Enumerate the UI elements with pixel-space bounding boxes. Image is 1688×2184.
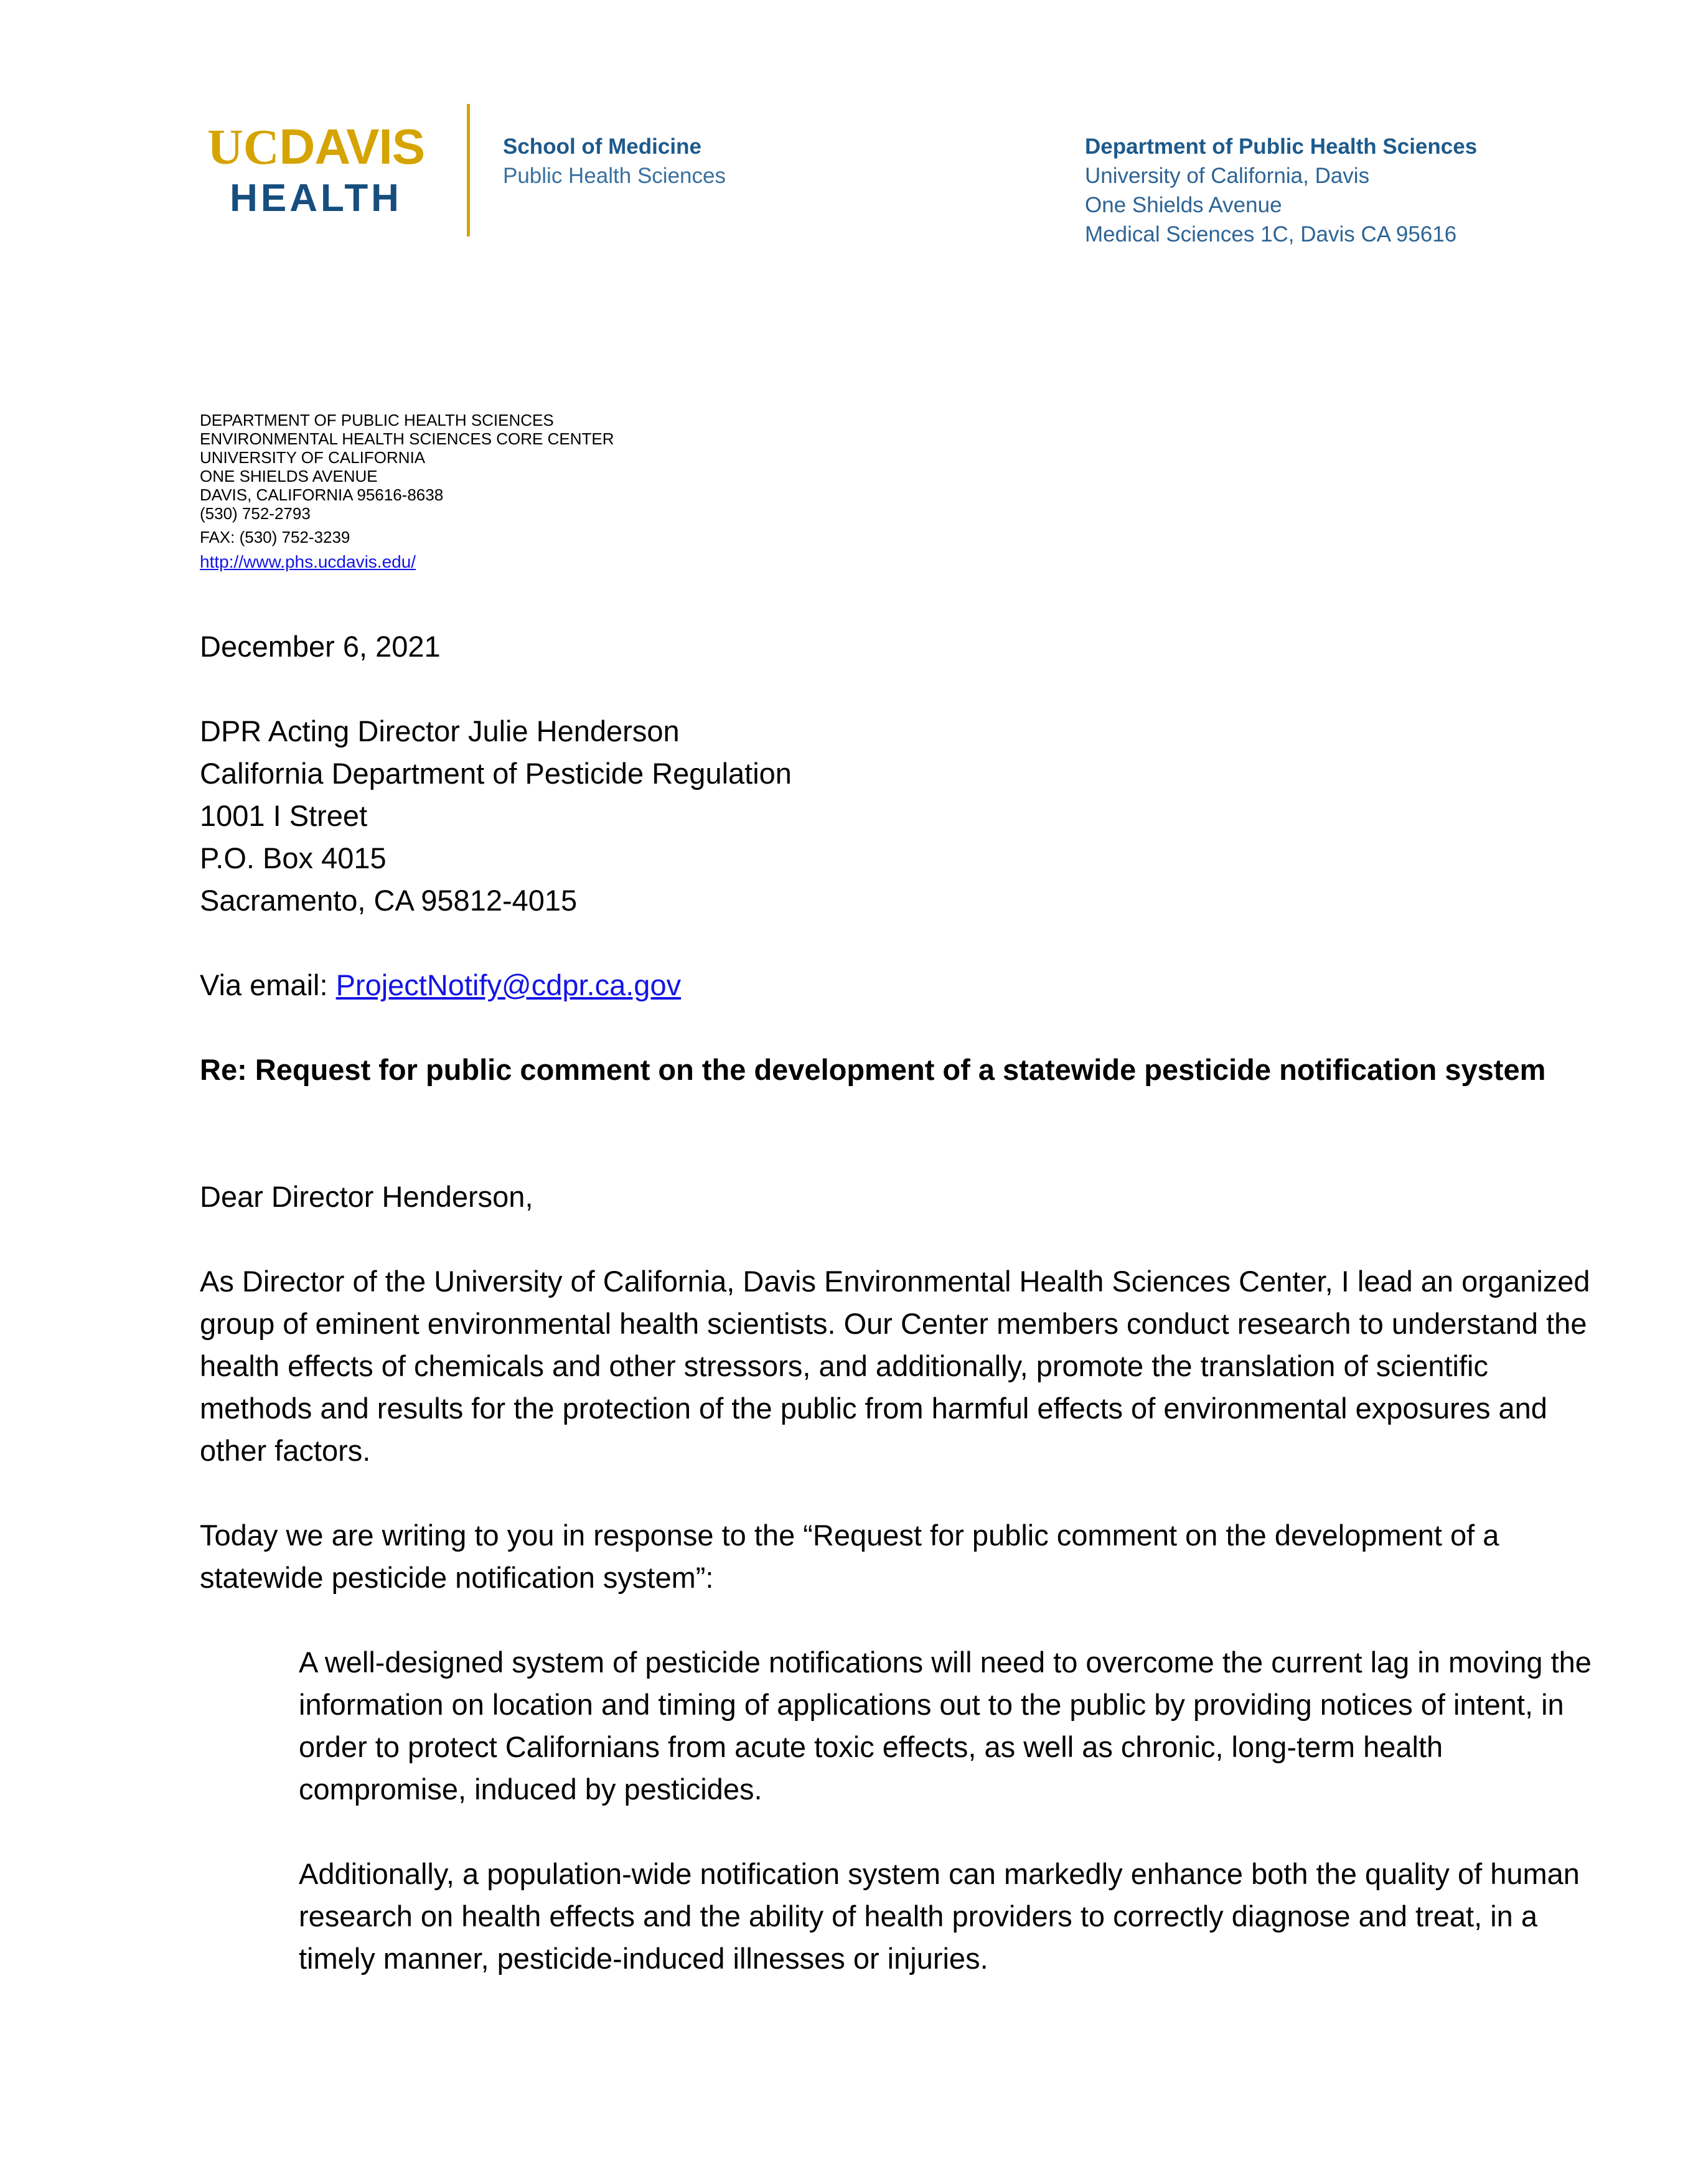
letterhead-line: ONE SHIELDS AVENUE [200, 467, 378, 485]
paragraph-line: compromise, induced by pesticides. [299, 1773, 762, 1806]
department-city: Medical Sciences 1C, Davis CA 95616 [1085, 222, 1457, 246]
paragraph-line: group of eminent environmental health scientists. Our Center members conduct research to understand the [200, 1307, 1587, 1340]
logo-davis-text: DAVIS [279, 119, 425, 174]
paragraph-line: order to protect Californians from acute toxic effects, as well as chronic, long-term health [299, 1730, 1443, 1763]
letterhead-line: UNIVERSITY OF CALIFORNIA [200, 448, 426, 467]
typed-letterhead-block [200, 411, 614, 571]
project-notify-email-link[interactable]: ProjectNotify@cdpr.ca.gov [335, 968, 682, 1001]
paragraph-line: methods and results for the protection of the public from harmful effects of environmental exposures and [200, 1392, 1547, 1425]
letterhead-line: DAVIS, CALIFORNIA 95616-8638 [200, 485, 444, 504]
recipient-line: P.O. Box 4015 [200, 841, 387, 874]
paragraph-line: timely manner, pesticide-induced illnesses or injuries. [299, 1942, 988, 1975]
paragraph-today [200, 1514, 1569, 1599]
letterhead-line: (530) 752-2793 [200, 504, 311, 523]
paragraph-line: Today we are writing to you in response to the “Request for public comment on the development of a [200, 1519, 1499, 1552]
department-name: Department of Public Health Sciences [1085, 134, 1478, 159]
paragraph-line: statewide pesticide notification system”: [200, 1561, 714, 1594]
letter-date [200, 626, 1569, 668]
date-line: December 6, 2021 [200, 630, 441, 663]
logo-health-text: HEALTH [230, 177, 402, 220]
salutation [200, 1176, 1569, 1218]
header-gold-divider [467, 104, 470, 237]
recipient-line: 1001 I Street [200, 799, 368, 832]
department-address-block [1085, 132, 1477, 249]
via-email-label: Via email: [200, 968, 336, 1001]
ucdavis-wordmark [207, 119, 425, 175]
indented-point-1 [200, 1641, 1592, 1811]
school-of-medicine-label: School of Medicine [503, 134, 701, 159]
paragraph-line: A well-designed system of pesticide notifications will need to overcome the current lag in moving the [299, 1646, 1592, 1679]
department-street: One Shields Avenue [1085, 193, 1282, 217]
letterhead-line: DEPARTMENT OF PUBLIC HEALTH SCIENCES [200, 411, 554, 429]
recipient-line: California Department of Pesticide Regulation [200, 757, 792, 790]
paragraph-line: information on location and timing of applications out to the public by providing notices of intent, in [299, 1688, 1564, 1721]
recipient-line: DPR Acting Director Julie Henderson [200, 715, 680, 748]
via-email-line [200, 964, 1569, 1006]
recipient-line: Sacramento, CA 95812-4015 [200, 884, 578, 917]
paragraph-line: health effects of chemicals and other stressors, and additionally, promote the translation of scientific [200, 1349, 1488, 1382]
logo-uc-text: UC [207, 120, 279, 175]
school-division-block [503, 132, 726, 190]
letterhead-lines [200, 411, 614, 523]
subject-text: Re: Request for public comment on the development of a statewide pesticide notification system [200, 1053, 1546, 1086]
letterhead-fax-line: FAX: (530) 752-3239 [200, 528, 350, 546]
ucdavis-health-logo [207, 119, 425, 220]
paragraph-line: As Director of the University of California, Davis Environmental Health Sciences Center, I lead an organized [200, 1265, 1590, 1298]
letterhead-line: ENVIRONMENTAL HEALTH SCIENCES CORE CENTER [200, 429, 614, 448]
paragraph-line: Additionally, a population-wide notification system can markedly enhance both the quality of human [299, 1857, 1580, 1890]
subject-line [200, 1049, 1569, 1091]
paragraph-line: research on health effects and the ability of health providers to correctly diagnose and treat, in a [299, 1900, 1537, 1933]
paragraph-line: other factors. [200, 1434, 371, 1467]
letter-body [200, 626, 1592, 1980]
indented-point-2 [200, 1853, 1580, 1980]
recipient-address-block [200, 710, 1569, 922]
paragraph-intro [200, 1260, 1590, 1472]
salutation-text: Dear Director Henderson, [200, 1180, 533, 1213]
public-health-sciences-label: Public Health Sciences [503, 164, 726, 188]
letterhead-website-link[interactable]: http://www.phs.ucdavis.edu/ [200, 552, 416, 571]
department-university: University of California, Davis [1085, 164, 1370, 188]
